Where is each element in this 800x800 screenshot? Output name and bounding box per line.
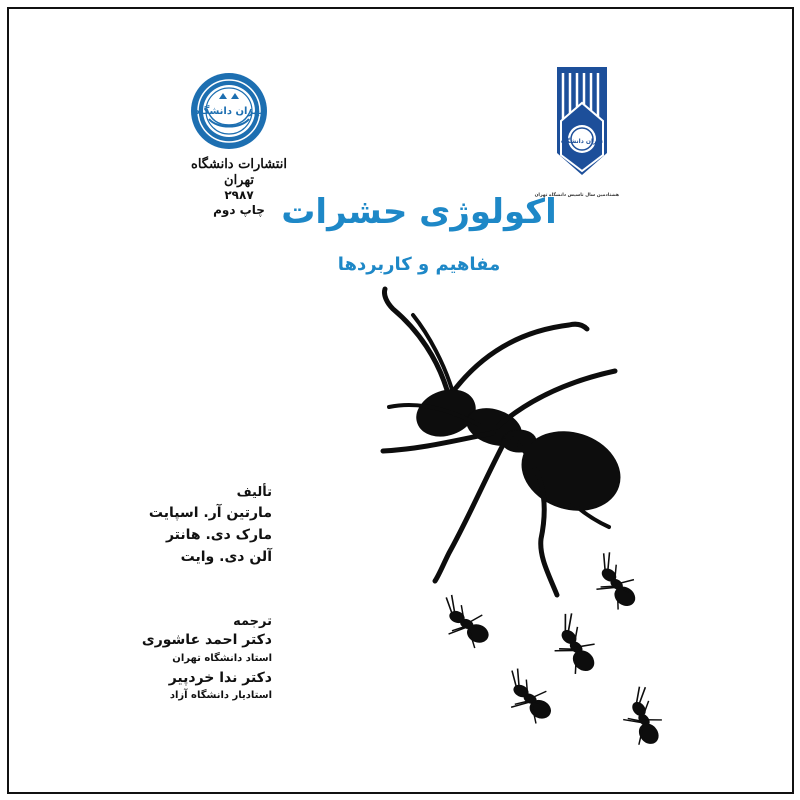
seal-text: تهران دانشگاه — [194, 106, 264, 117]
small-ant-icon — [433, 593, 497, 650]
edition-label: چاپ دوم — [213, 202, 265, 217]
translator-affiliation: استاد دانشگاه تهران — [172, 652, 272, 664]
translator-name: دکتر احمد عاشوری — [141, 632, 272, 649]
series-number: ۲۹۸۷ — [224, 188, 254, 203]
publisher-name: انتشارات دانشگاه تهران — [191, 157, 287, 188]
small-ants-group — [9, 9, 792, 792]
small-ant-icon — [540, 611, 610, 680]
emblem-seal-text: تهران دانشگاه — [561, 138, 603, 145]
small-ant-icon — [582, 550, 649, 615]
book-subtitle: مفاهیم و کاربردها — [337, 254, 501, 275]
book-title: اکولوژی حشرات — [281, 192, 557, 232]
author-name: مارتین آر. اسپایت — [148, 505, 272, 522]
small-ant-icon — [611, 684, 677, 751]
translators-heading: ترجمه — [233, 614, 272, 629]
author-name: آلن دی. وایت — [180, 548, 272, 565]
translator-name: دکتر ندا خردپیر — [168, 669, 272, 686]
authors-heading: تألیف — [236, 485, 272, 500]
book-cover — [7, 7, 794, 794]
small-ant-icon — [496, 667, 561, 727]
translator-affiliation: استادیار دانشگاه آزاد — [169, 690, 272, 702]
author-name: مارک دی. هانتر — [165, 526, 272, 543]
anniversary-caption: هشتادمین سال تاسیس دانشگاه تهران — [534, 193, 619, 198]
